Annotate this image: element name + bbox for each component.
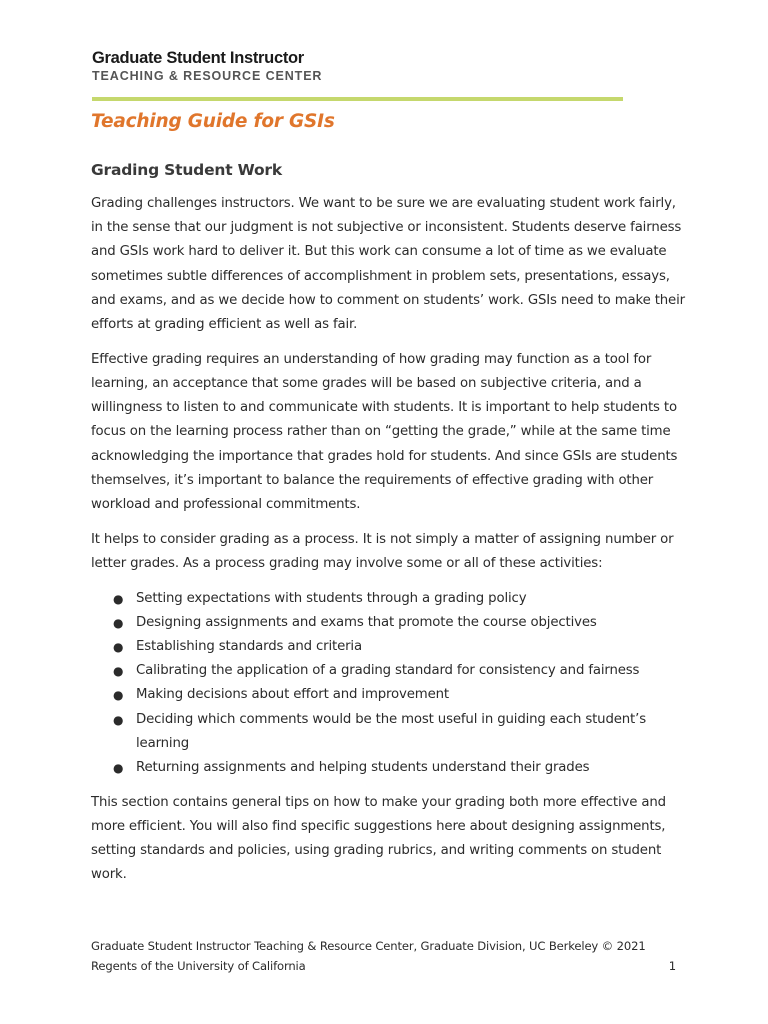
paragraph-3: It helps to consider grading as a process. It is not simply a matter of assigning number or letter grades. As a process grading may involve some or all of these activities: <box>91 531 674 571</box>
paragraph-1: Grading challenges instructors. We want to be sure we are evaluating student work fairly, in the sense that our judgment is not subjective or inconsistent. Students deserve fairness and GSIs work hard to deliver it. But this work can consume a lot of time as we evaluate sometimes subtle differences of accomplishment in problem sets, presentations, essays, and exams, and as we decide how to comment on students’ work. GSIs need to make their efforts at grading efficient as well as fair. <box>91 196 685 333</box>
list-item <box>113 659 691 683</box>
footer-regents: Regents of the University of California <box>91 959 306 973</box>
section-heading: Grading Student Work <box>91 161 282 179</box>
paragraph-2: Effective grading requires an understanding of how grading may function as a tool for learning, an acceptance that some grades will be based on subjective criteria, and a willingness to listen to and communicate with students. It is important to help students to focus on the learning process rather than on “getting the grade,” while at the same time acknowledging the importance that grades hold for students. And since GSIs are students themselves, it’s important to balance the requirements of effective grading with other workload and professional commitments. <box>91 351 678 512</box>
guide-title: Teaching Guide for GSIs <box>91 111 335 132</box>
header-divider <box>92 97 623 101</box>
list-item <box>113 611 691 635</box>
list-item <box>113 635 691 659</box>
list-item-text: Deciding which comments would be the most useful in guiding each student’s learning <box>136 711 646 751</box>
bullet-icon: ● <box>113 591 124 606</box>
bullet-icon: ● <box>113 688 124 703</box>
list-item <box>113 587 691 611</box>
org-subtitle: TEACHING & RESOURCE CENTER <box>92 69 323 83</box>
footer-copyright: Graduate Student Instructor Teaching & Resource Center, Graduate Division, UC Berkeley © 2021 <box>91 939 646 953</box>
list-item-text: Making decisions about effort and improvement <box>136 687 449 703</box>
page-footer <box>91 936 676 976</box>
activities-list <box>91 587 691 781</box>
footer-row <box>91 956 676 976</box>
bullet-icon: ● <box>113 615 124 630</box>
closing-paragraph: This section contains general tips on how to make your grading both more effective and more efficient. You will also find specific suggestions here about designing assignments, setting standards and policies, using grading rubrics, and writing comments on student work. <box>91 794 666 883</box>
list-item-text: Returning assignments and helping students understand their grades <box>136 759 590 775</box>
org-name: Graduate Student Instructor <box>92 49 304 67</box>
org-header <box>92 48 322 84</box>
list-item <box>113 708 691 756</box>
bullet-icon: ● <box>113 760 124 775</box>
page-number: 1 <box>668 959 676 973</box>
bullet-icon: ● <box>113 639 124 654</box>
list-item-text: Designing assignments and exams that promote the course objectives <box>136 614 597 630</box>
list-item-text: Establishing standards and criteria <box>136 638 362 654</box>
list-item <box>113 683 691 707</box>
list-item <box>113 756 691 780</box>
document-body <box>91 192 691 898</box>
list-item-text: Calibrating the application of a grading standard for consistency and fairness <box>136 663 640 679</box>
list-item-text: Setting expectations with students through a grading policy <box>136 590 527 606</box>
bullet-icon: ● <box>113 664 124 679</box>
bullet-icon: ● <box>113 712 124 727</box>
